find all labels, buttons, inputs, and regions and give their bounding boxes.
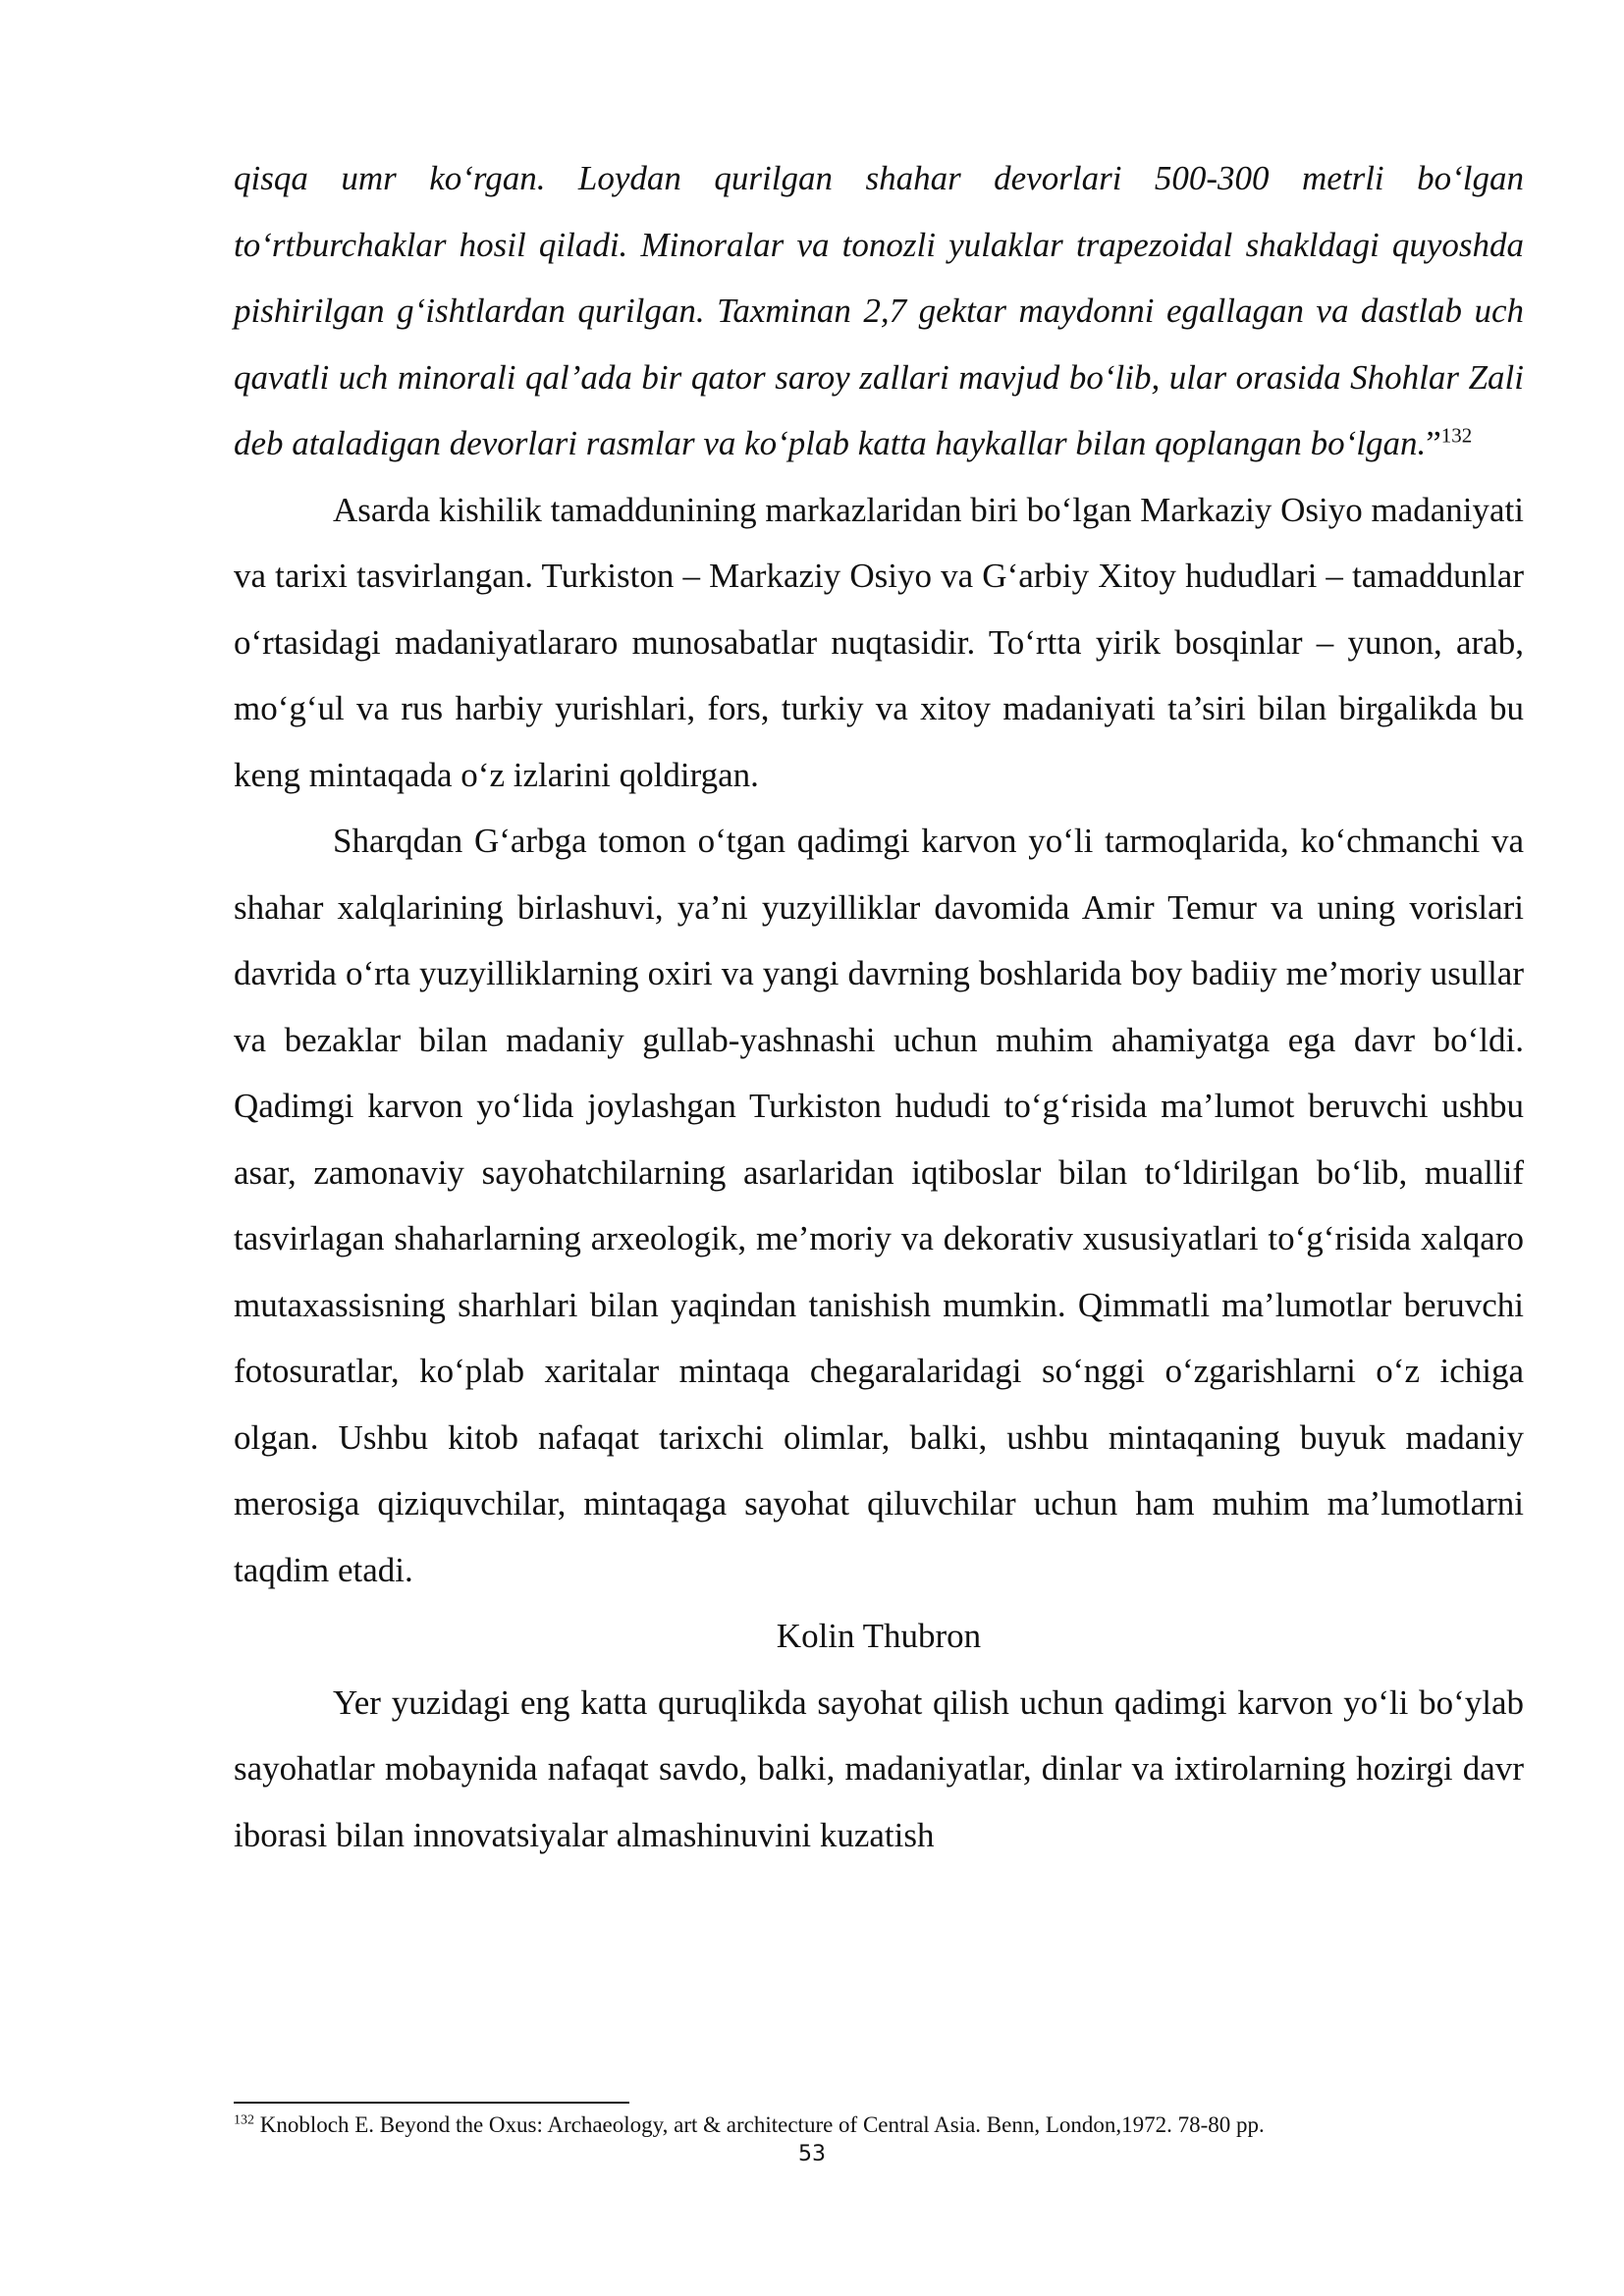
footnote-text: Knobloch E. Beyond the Oxus: Archaeology, art & architecture of Central Asia. Benn, London,1972. 78-80 pp. — [254, 2112, 1265, 2137]
footnote-separator — [234, 2102, 629, 2104]
quote-text: qisqa umr ko‘rgan. Loydan qurilgan shahar devorlari 500-300 metrli bo‘lgan to‘rtburchaklar hosil qiladi. Minoralar va tonozli yulaklar trapezoidal shakldagi quyoshda pishirilgan g‘ishtlardan qurilgan. Taxminan 2,7 gektar maydonni egallagan va dastlab uch qavatli uch minorali qal’ada bir qator saroy zallari mavjud bo‘lib, ular orasida Shohlar Zali deb ataladigan devorlari rasmlar va ko‘plab katta haykallar bilan qoplangan bo‘lgan. — [234, 159, 1524, 462]
paragraph-caravan-route: Sharqdan G‘arbga tomon o‘tgan qadimgi karvon yo‘li tarmoqlarida, ko‘chmanchi va shahar xalqlarining birlashuvi, ya’ni yuzyilliklar davomida Amir Temur va uning vorislari davrida o‘rta yuzyilliklarning oxiri va yangi davrning boshlarida boy badiiy me’moriy usullar va bezaklar bilan madaniy gullab-yashnashi uchun muhim ahamiyatga ega davr bo‘ldi. Qadimgi karvon yo‘lida joylashgan Turkiston hududi to‘g‘risida ma’lumot beruvchi ushbu asar, zamonaviy sayohatchilarning asarlaridan iqtiboslar bilan to‘ldirilgan bo‘lib, muallif tasvirlagan shaharlarning arxeologik, me’moriy va dekorativ xususiyatlari to‘g‘risida xalqaro mutaxassisning sharhlari bilan yaqindan tanishish mumkin. Qimmatli ma’lumotlar beruvchi fotosuratlar, ko‘plab xaritalar mintaqa chegaralaridagi so‘nggi o‘zgarishlarni o‘z ichiga olgan. Ushbu kitob nafaqat tarixchi olimlar, balki, ushbu mintaqaning buyuk madaniy merosiga qiziquvchilar, mintaqaga sayohat qiluvchilar uchun ham muhim ma’lumotlarni taqdim etadi. — [234, 822, 1524, 1589]
paragraph-intro: Asarda kishilik tamaddunining markazlaridan biri bo‘lgan Markaziy Osiyo madaniyati va tarixi tasvirlangan. Turkiston – Markaziy Osiyo va G‘arbiy Xitoy hududlari – tamaddunlar o‘rtasidagi madaniyatlararo munosabatlar nuqtasidir. To‘rtta yirik bosqinlar – yunon, arab, mo‘g‘ul va rus harbiy yurishlari, fors, turkiy va xitoy madaniyati ta’siri bilan birgalikda bu keng mintaqada o‘z izlarini qoldirgan. — [234, 490, 1525, 794]
footnote-reference: 132 — [1440, 423, 1473, 448]
author-heading: Kolin Thubron — [776, 1617, 982, 1655]
quote-paragraph — [234, 145, 1524, 477]
quote-closing-mark: ” — [1426, 424, 1441, 462]
paragraph-thubron: Yer yuzidagi eng katta quruqlikda sayohat qilish uchun qadimgi karvon yo‘li bo‘ylab sayohatlar mobaynida nafaqat savdo, balki, madaniyatlar, dinlar va ixtirolarning hozirgi davr iborasi bilan innovatsiyalar almashinuvini kuzatish — [234, 1682, 1524, 1854]
page-number: 53 — [798, 2142, 826, 2166]
footnote-number: 132 — [234, 2112, 254, 2128]
footnote — [234, 2110, 1524, 2140]
page-body — [234, 145, 1524, 1868]
